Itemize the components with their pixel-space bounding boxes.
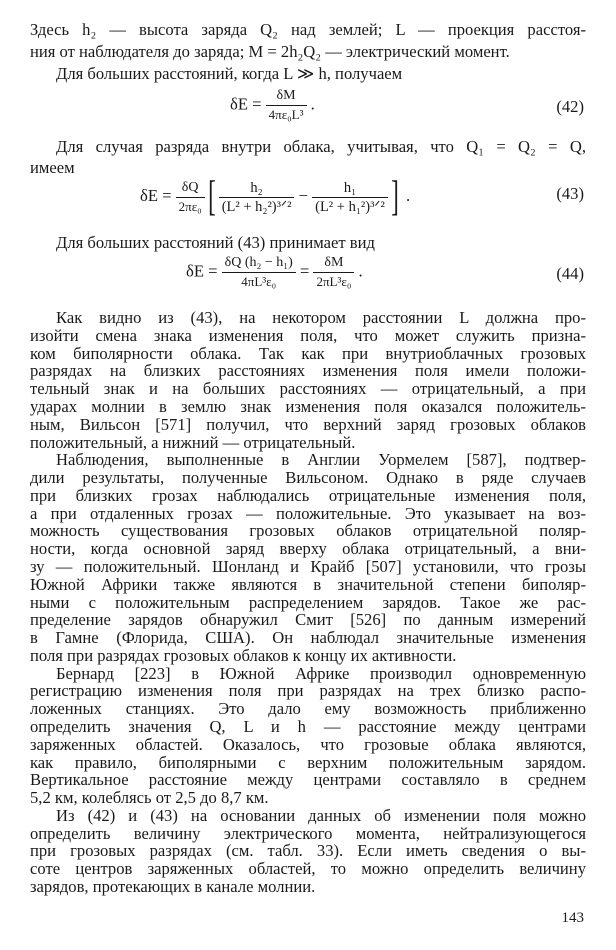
text-line: поля при разрядах грозовых облаков к концу их активности.	[30, 645, 457, 665]
equation-43	[140, 176, 410, 218]
text-line: определить величину электрического момента, нейтрализующегося	[30, 823, 586, 843]
eq42-fraction	[266, 88, 307, 123]
equation-number: (42)	[556, 97, 584, 116]
text-line: Как видно из (43), на некотором расстоянии L должна про-	[56, 308, 586, 327]
text-line: зарядов, протекающих в канале молнии.	[30, 877, 316, 896]
text-line: ными с положительным распределением зарядов. Такое же рас-	[30, 592, 586, 612]
eq42-denominator: 4πε₀L³	[268, 107, 304, 122]
text-line: 5,2 км, колеблясь от 2,5 до 8,7 км.	[30, 788, 269, 808]
eq43-term1-denominator: (L² + h₂²)³ᐟ²	[221, 198, 292, 215]
text-line: Здесь h₂ — высота заряда Q₂ над землей; L — проекция расстоя-	[30, 20, 586, 39]
text-line: а при отдаленных грозах — положительные. Это указывает на воз-	[30, 503, 586, 523]
text-line: дили результаты, полученные Вильсоном. Однако в ряде случаев	[30, 468, 586, 487]
text-line: зу — положительный. Шонланд и Крайб [507] установили, что грозы	[30, 556, 586, 576]
text-line: пределение зарядов обнаружил Смит [526] по данным измерений	[30, 610, 586, 630]
eq44-tail: .	[354, 261, 363, 281]
text-line: Из (42) и (43) на основании данных об изменении поля можно	[56, 805, 586, 825]
eq44-fraction-1	[222, 255, 296, 290]
text-line: при близких грозах наблюдались отрицательные изменения поля,	[30, 485, 586, 505]
eq44-f1-denominator: 4πL³ε₀	[241, 274, 277, 289]
eq42-lhs: δE =	[230, 94, 266, 114]
text-line: ложенных станциях. Это дало ему возможность приближенно	[30, 699, 586, 719]
text-line: заряженных областей. Оказалось, что грозовые облака являются,	[30, 734, 586, 754]
text-line: изойти смена знака изменения поля, что может служить призна-	[30, 325, 586, 345]
eq43-coef-numerator: δQ	[176, 180, 205, 198]
text-line: соте центров заряженных областей, то можно определить величину	[30, 859, 586, 879]
text-line: положительный, а нижний — отрицательный.	[30, 432, 356, 452]
eq43-term1-numerator: h₂	[219, 180, 295, 198]
eq43-lhs: δE =	[140, 185, 176, 205]
right-bracket: ]	[391, 174, 399, 220]
text-line: ком биполярности облака. Так как при внутриоблачных грозовых	[30, 343, 586, 363]
eq43-coefficient	[176, 180, 205, 215]
eq43-term-2	[312, 180, 388, 215]
page-number: 143	[561, 910, 584, 926]
text-line: Южной Африки также являются в значительной степени биполяр-	[30, 574, 586, 594]
text-line: ния от наблюдателя до заряда; M = 2h₂Q₂ — электрический момент.	[30, 42, 510, 61]
eq42-numerator: δM	[266, 88, 307, 106]
text-line: Вертикальное расстояние между центрами составляло в среднем	[30, 770, 586, 790]
eq44-f2-denominator: 2πL³ε₀	[316, 274, 352, 289]
eq43-coef-denominator: 2πε₀	[178, 198, 202, 214]
eq43-term-1	[219, 180, 295, 215]
text-line: Для случая разряда внутри облака, учитывая, что Q₁ = Q₂ = Q,	[56, 137, 586, 156]
eq44-lhs: δE =	[186, 261, 222, 281]
equation-number: (43)	[556, 184, 584, 203]
text-line: Для больших расстояний (43) принимает вид	[56, 233, 375, 252]
eq43-term2-numerator: h₁	[312, 180, 388, 198]
text-line: при грозовых разрядах (см. табл. 33). Если иметь сведения о вы-	[30, 841, 586, 861]
text-line: тельный знак и на больших расстояниях — отрицательный, а при	[30, 379, 586, 399]
text-line: Бернард [223] в Южной Африке производил одновременную	[56, 663, 586, 683]
eq44-f2-numerator: δM	[313, 255, 354, 273]
text-line: можность существования грозовых облаков отрицательной поляр-	[30, 521, 586, 541]
eq42-tail: .	[306, 94, 315, 114]
eq44-fraction-2	[313, 255, 354, 290]
text-line: определить значения Q, L и h — расстояние между центрами	[30, 717, 586, 736]
text-line: Для больших расстояний, когда L ≫ h, получаем	[56, 64, 403, 83]
equation-42	[230, 88, 315, 123]
text-line: Наблюдения, выполненные в Англии Уормелем [587], подтвер-	[56, 450, 586, 470]
text-line: ударах молнии в землю знак изменения поля оказался положитель-	[30, 396, 586, 416]
text-line: регистрацию изменения поля при разрядах на трех близко распо-	[30, 681, 586, 701]
eq43-term2-denominator: (L² + h₁²)³ᐟ²	[315, 198, 385, 215]
eq44-equals: =	[295, 261, 314, 281]
text-line: имеем	[30, 158, 75, 177]
eq44-f1-numerator: δQ (h₂ − h₁)	[222, 255, 296, 273]
text-line: ным, Вильсон [571] получил, что верхний заряд грозовых облаков	[30, 414, 586, 434]
eq43-minus: −	[294, 185, 313, 205]
equation-number: (44)	[556, 264, 584, 283]
text-line: разрядах на близких расстояниях изменения поля имели положи-	[30, 361, 586, 381]
left-bracket: [	[207, 174, 216, 220]
equation-44	[186, 255, 363, 290]
text-line: ности, когда основной заряд вверху облака отрицательный, а вни-	[30, 539, 586, 559]
text-line: как правило, биполярными с верхним положительным зарядом.	[30, 752, 586, 772]
eq43-tail: .	[401, 185, 411, 205]
text-line: в Гамне (Флорида, США). Он наблюдал значительные изменения	[30, 628, 586, 648]
